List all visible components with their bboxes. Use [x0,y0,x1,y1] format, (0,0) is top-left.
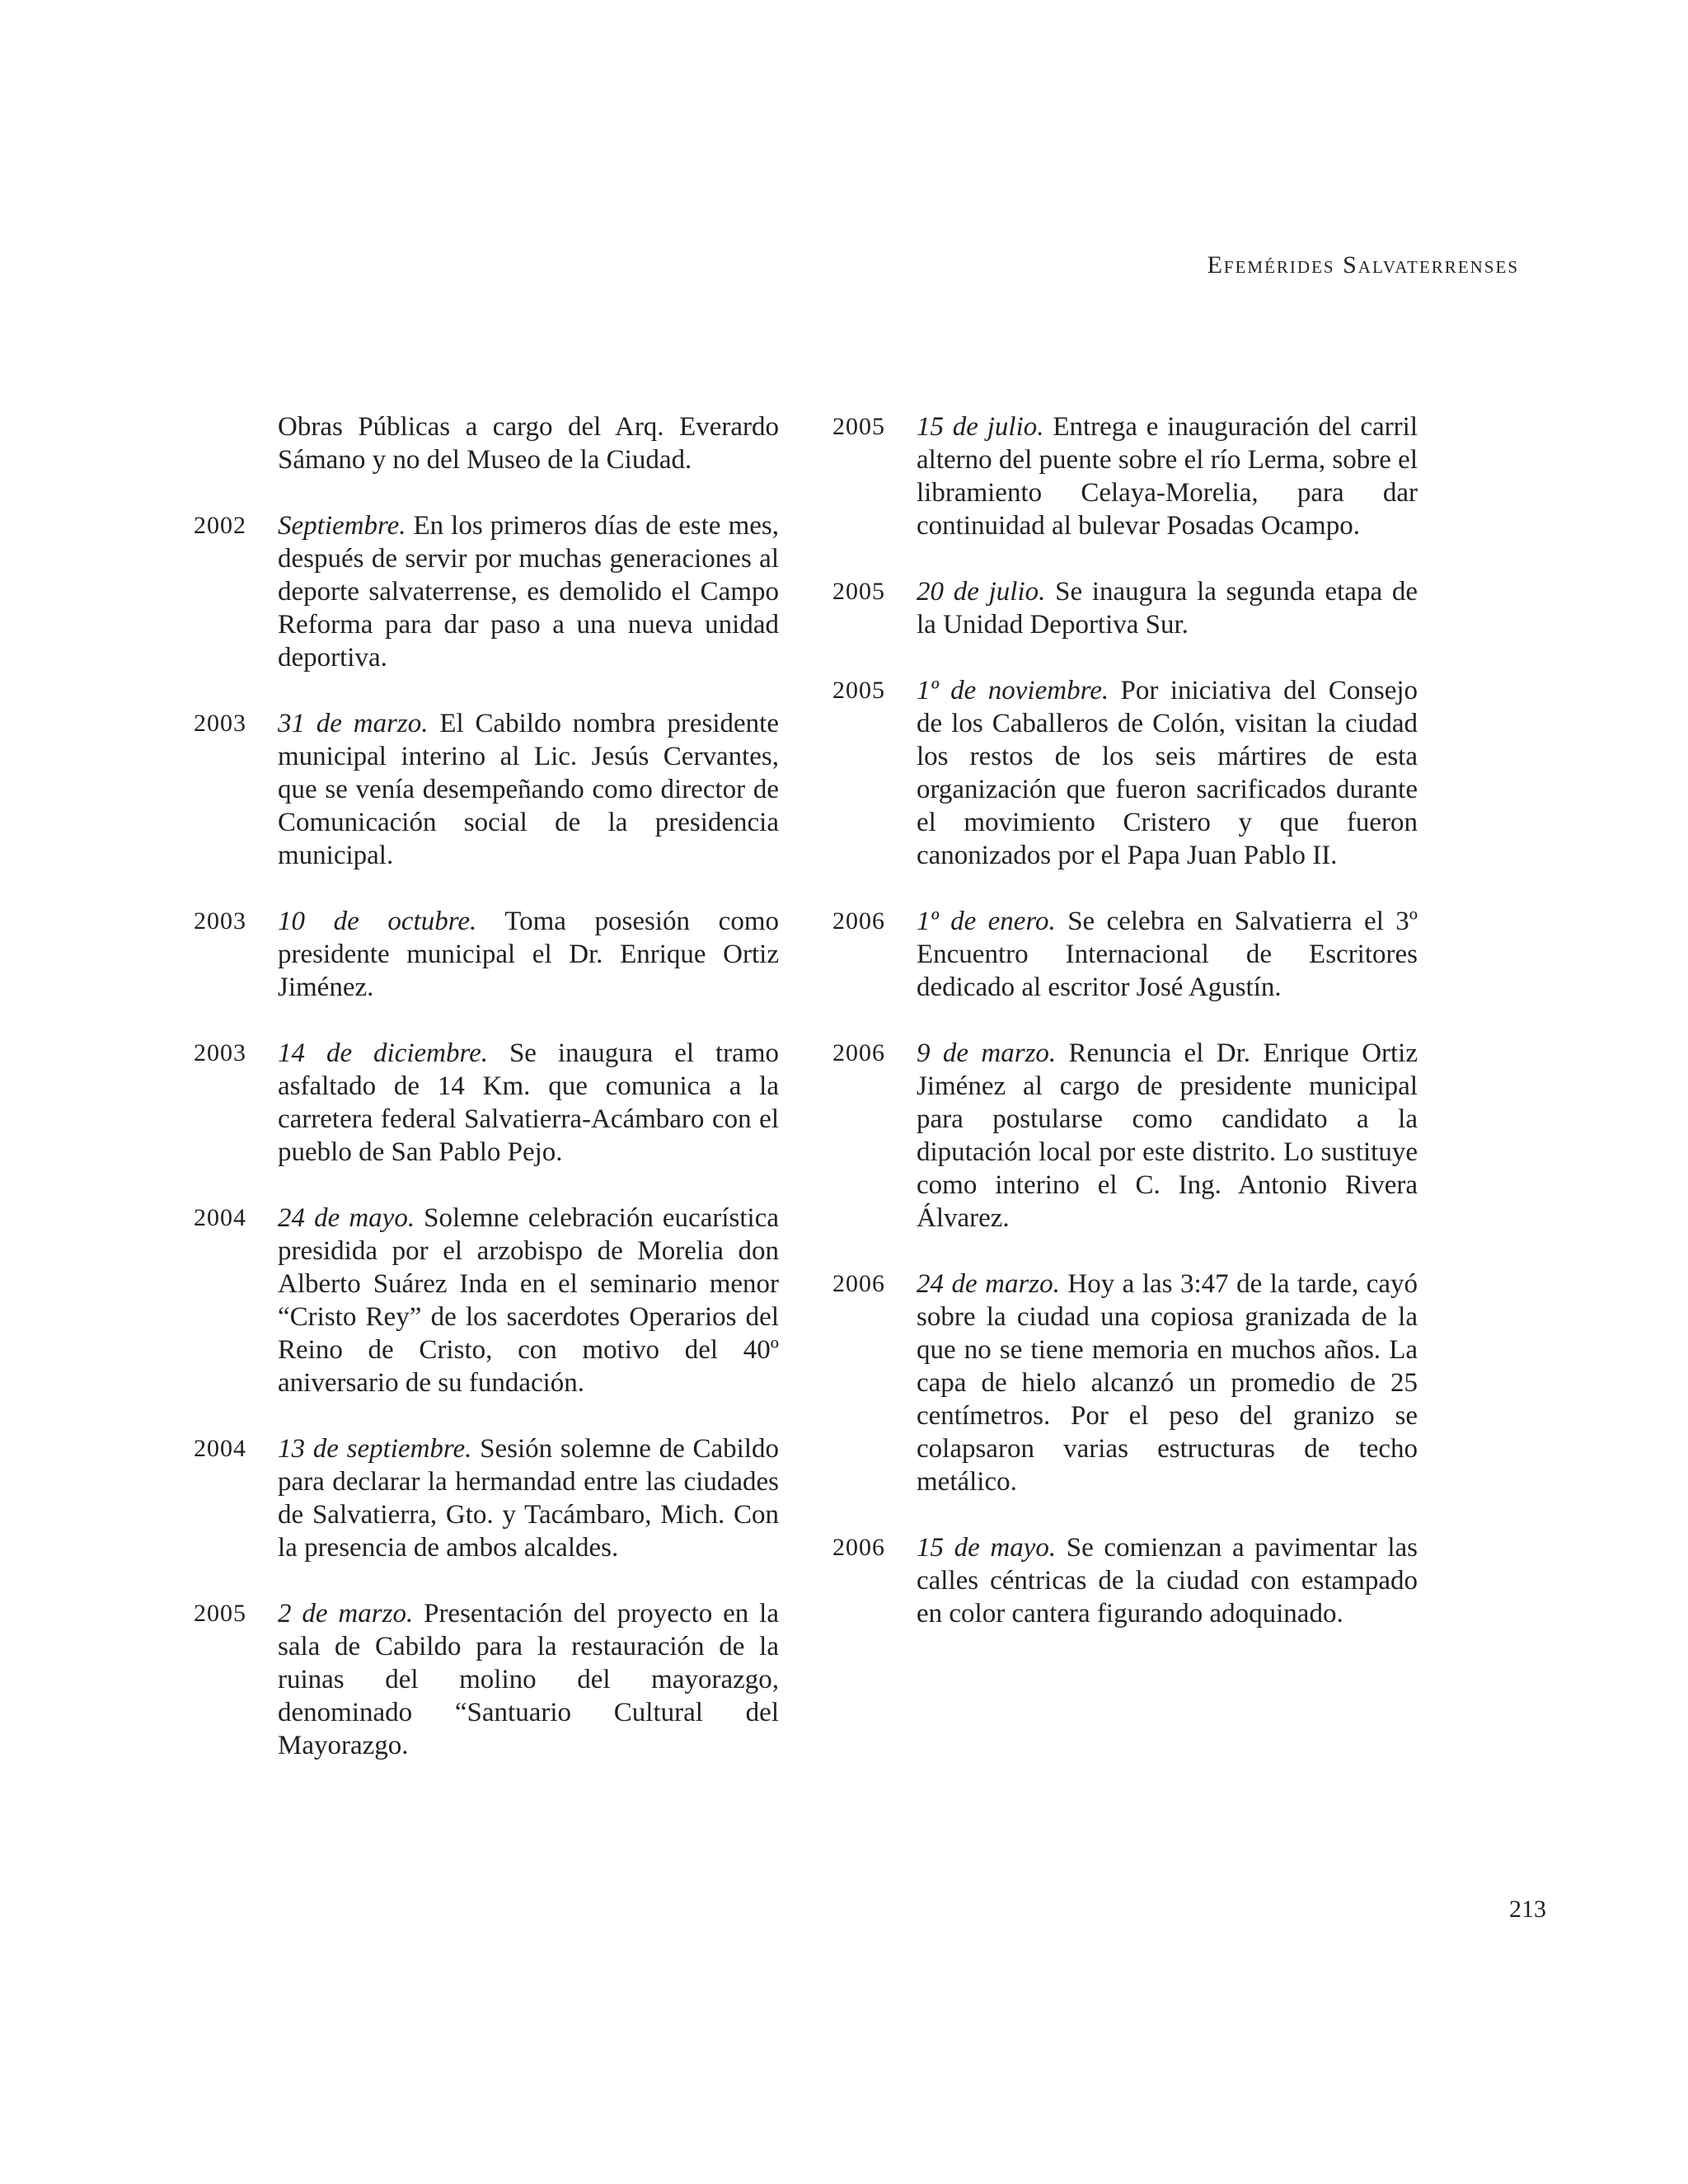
entry-text: Se celebra en Salvatierra el 3º Encuentro Internacional de Escritores dedicado al escritor José Agustín. [917,907,1418,1002]
entry-text: Renuncia el Dr. Enrique Ortiz Jiménez al cargo de presidente municipal para postularse como candidato a la diputación local por este distrito. Lo sustituye como interino el C. Ing. Antonio Rivera Álvarez. [917,1038,1418,1233]
entry-text: Hoy a las 3:47 de la tarde, cayó sobre la ciudad una copiosa granizada de la que no se tiene memoria en muchos años. La capa de hielo alcanzó un promedio de 25 centímetros. Por el peso del granizo se colapsaron varias estructuras de techo metálico. [917,1269,1418,1497]
chronology-entry [194,1597,779,1762]
entry-text: Se inaugura el tramo asfaltado de 14 Km. que comunica a la carretera federal Salvatierra-Acámbaro con el pueblo de San Pablo Pejo. [278,1038,779,1167]
entry-text: El Cabildo nombra presidente municipal interino al Lic. Jesús Cervantes, que se venía desempeñando como director de Comunicación social de la presidencia municipal. [278,709,779,870]
chronology-entry [832,1268,1418,1498]
entry-year: 2006 [832,1270,885,1297]
entry-year: 2005 [832,677,885,704]
entry-text: Se comienzan a pavimentar las calles céntricas de la ciudad con estampado en color cantera figurando adoquinado. [917,1533,1418,1629]
left-column [194,410,779,1795]
entry-date: 2 de marzo. [278,1599,414,1629]
entry-text: Entrega e inauguración del carril alterno del puente sobre el río Lerma, sobre el libramiento Celaya-Morelia, para dar continuidad al bulevar Posadas Ocampo. [917,412,1418,541]
entry-date: 24 de mayo. [278,1203,415,1233]
entry-date: Septiembre. [278,511,406,541]
chronology-entry [832,1037,1418,1235]
entry-year: 2003 [194,907,246,935]
entry-date: 13 de septiembre. [278,1434,472,1464]
entry-date: 10 de octubre. [278,907,477,936]
chronology-entry [832,1531,1418,1630]
entry-text: Por iniciativa del Consejo de los Caballeros de Colón, visitan la ciudad los restos de los seis mártires de esta organización que fueron sacrificados durante el movimiento Cristero y que fueron canonizados por el Papa Juan Pablo II. [917,676,1418,870]
entry-date: 24 de marzo. [917,1269,1060,1299]
entry-text: Solemne celebración eucarística presidida por el arzobispo de Morelia don Alberto Suárez Inda en el seminario menor “Cristo Rey” de los sacerdotes Operarios del Reino de Cristo, con motivo del 40º aniversario de su fundación. [278,1203,779,1398]
entry-date: 15 de julio. [917,412,1044,442]
entry-date: 1º de enero. [917,907,1056,936]
entry-year: 2002 [194,512,246,539]
chronology-entry [194,1432,779,1564]
entry-year: 2005 [832,578,885,605]
entry-date: 20 de julio. [917,577,1046,607]
entry-year: 2006 [832,907,885,935]
entry-date: 1º de noviembre. [917,676,1109,705]
entry-text: Sesión solemne de Cabildo para declarar la hermandad entre las ciudades de Salvatierra, Gto. y Tacámbaro, Mich. Con la presencia de ambos alcaldes. [278,1434,779,1563]
entry-text: Se inaugura la segunda etapa de la Unidad Deportiva Sur. [917,577,1418,640]
entry-date: 14 de diciembre. [278,1038,488,1068]
page-number: 213 [1509,1896,1546,1923]
continuation-text: Obras Públicas a cargo del Arq. Everardo Sámano y no del Museo de la Ciudad. [278,412,779,475]
chronology-entry [194,1037,779,1169]
chronology-entry [832,905,1418,1004]
entry-year: 2005 [832,413,885,440]
entry-date: 9 de marzo. [917,1038,1057,1068]
entry-year: 2006 [832,1534,885,1561]
entry-text: Presentación del proyecto en la sala de Cabildo para la restauración de la ruinas del molino del mayorazgo, denominado “Santuario Cultural del Mayorazgo. [278,1599,779,1760]
entry-year: 2004 [194,1435,246,1462]
chronology-entry [194,509,779,674]
entry-year: 2003 [194,710,246,737]
chronology-entry [832,410,1418,542]
entry-date: 15 de mayo. [917,1533,1057,1563]
entry-date: 31 de marzo. [278,709,429,738]
chronology-entry [194,707,779,872]
continuation-paragraph [194,410,779,476]
entry-year: 2004 [194,1204,246,1231]
running-title: Efemérides Salvaterrenses [1207,251,1519,279]
entry-year: 2003 [194,1039,246,1066]
entry-year: 2005 [194,1600,246,1627]
chronology-entry [194,1202,779,1399]
entry-text: Toma posesión como presidente municipal el Dr. Enrique Ortiz Jiménez. [278,907,779,1002]
right-column [832,410,1418,1663]
chronology-entry [832,674,1418,872]
entry-text: En los primeros días de este mes, después de servir por muchas generaciones al deporte salvaterrense, es demolido el Campo Reforma para dar paso a una nueva unidad deportiva. [278,511,779,673]
chronology-entry [194,905,779,1004]
chronology-entry [832,575,1418,641]
entry-year: 2006 [832,1039,885,1066]
